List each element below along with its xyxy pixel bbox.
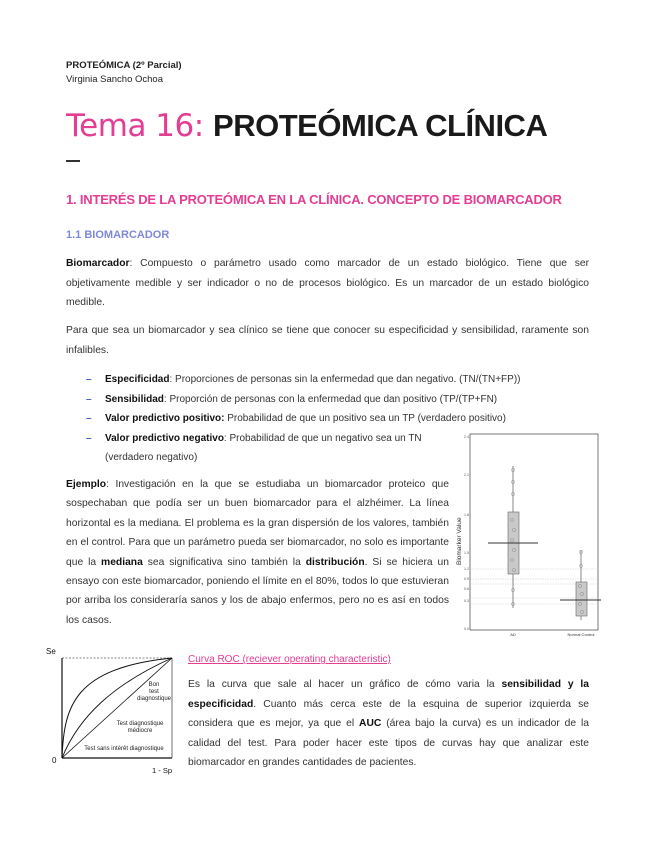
section-heading: 1. INTERÉS DE LA PROTEÓMICA EN LA CLÍNICA. CONCEPTO DE BIOMARCADOR (66, 192, 562, 207)
example-text-3: . Si se hiciera un ensayo con este biomarcador, poniendo el límite en el 80%, todos lo que estuvieran por arriba los consideraría sanos y los de abajo enfermos, pero no es así en todos los casos. (66, 556, 450, 626)
roc-text-b: . Cuanto más cerca este de la esquina de superior izquierda se considera que es mejor, ya que el (188, 698, 589, 730)
label-mediocre: médiocre (127, 728, 153, 734)
bullet-text: : Probabilidad de que un negativo sea un TN (verdadero negativo) (105, 432, 422, 463)
list-item (86, 390, 576, 410)
y-tick: 0.9 (464, 577, 469, 581)
intro-paragraph: Para que sea un biomarcador y sea clínico se tiene que conocer su especificidad y sensibilidad, raramente son infalibles. (66, 325, 589, 356)
list-item (86, 429, 445, 468)
subsection-heading: 1.1 BIOMARCADOR (66, 229, 170, 241)
definition-term: Biomarcador (66, 258, 130, 269)
label-mediocre: Test diagnostique (116, 721, 164, 727)
roc-heading: Curva ROC (reciever operating characteristic) (188, 654, 391, 665)
y-tick: 0.6 (464, 587, 469, 591)
bullet-term: Especificidad (105, 374, 170, 385)
bullet-text: : Proporción de personas con la enfermedad que dan positivo (TP/(TP+FN) (163, 393, 498, 405)
list-item (86, 409, 576, 429)
y-axis-label: Biomarker Value (456, 517, 463, 565)
roc-text-a: Es la curva que sale al hacer un gráfico de cómo varia la (188, 679, 502, 690)
x-category: Normal Control (567, 632, 595, 637)
example-text-1: : Investigación en la que se estudiaba un biomarcador proteico que sospechaban que podía ser un buen biomarcador para el alzhéimer. La línea horizontal es la mediana. El problema es la gran dispersión de los valores, también en el control. Para que un parámetro pueda ser biomarcador, no solo es importante que la (66, 479, 449, 568)
roc-bold-a: sensibilidad y la especificidad (188, 679, 589, 710)
y-tick: 2.1 (464, 473, 469, 477)
definition-text: : Compuesto o parámetro usado como marcador de un estado biológico. Tiene que ser objetivamente medible y ser indicador o no de procesos biológico. Es un marcador de un estado biológico medible. (66, 258, 589, 308)
bullet-term: Valor predictivo negativo (105, 432, 224, 444)
roc-origin: 0 (52, 756, 57, 765)
roc-paragraph (188, 675, 589, 773)
list-item (86, 370, 576, 390)
y-tick: 1.5 (464, 551, 469, 555)
biomarker-boxplot (456, 430, 601, 638)
y-tick: 0.3 (464, 599, 469, 603)
bullet-text: Probabilidad de que un positivo sea un TP (verdadero positivo) (224, 413, 506, 424)
title-divider (66, 160, 80, 162)
x-category: AD (510, 632, 516, 637)
y-tick: 2.4 (464, 435, 469, 439)
example-term: Ejemplo (66, 479, 107, 490)
y-tick: 1.2 (464, 567, 469, 571)
roc-bold-auc: AUC (359, 718, 382, 730)
y-tick: 1.8 (464, 513, 469, 517)
label-good: Bon (148, 682, 160, 688)
roc-text-c: (área bajo la curva) es un indicador de la calidad del test. Para poder hacer este tipos de curvas hay que analizar este biomarcador en grandes cantidades de pacientes. (188, 718, 589, 769)
no-value-diagonal (62, 658, 172, 758)
definition-paragraph (66, 254, 589, 313)
page-title (66, 108, 547, 144)
example-bold-distribucion: distribución (305, 556, 365, 568)
bullet-text: : Proporciones de personas sin la enfermedad que dan negativo. (TN/(TN+FP)) (169, 374, 521, 385)
roc-x-axis: 1 - Sp (152, 766, 173, 775)
example-paragraph (66, 475, 449, 630)
course-header: PROTEÓMICA (2º Parcial) (66, 60, 182, 71)
control-box (576, 582, 587, 616)
label-good: diagnostique (136, 696, 172, 702)
title-number: Tema 16: (66, 108, 204, 144)
example-text-2: sea significativa sino también la (142, 556, 306, 568)
bullet-term: Sensibilidad (105, 393, 164, 405)
label-good: test (149, 689, 159, 695)
roc-y-axis: Se (46, 647, 56, 656)
author-header: Virginia Sancho Ochoa (66, 74, 163, 85)
title-text: PROTEÓMICA CLÍNICA (213, 108, 548, 143)
example-bold-mediana: mediana (101, 556, 143, 568)
bullet-term: Valor predictivo positivo: (105, 413, 225, 424)
label-no-value: Test sans intérêt diagnostique (84, 746, 164, 752)
roc-curve-figure (44, 646, 184, 776)
y-tick: 0.0 (464, 627, 469, 631)
